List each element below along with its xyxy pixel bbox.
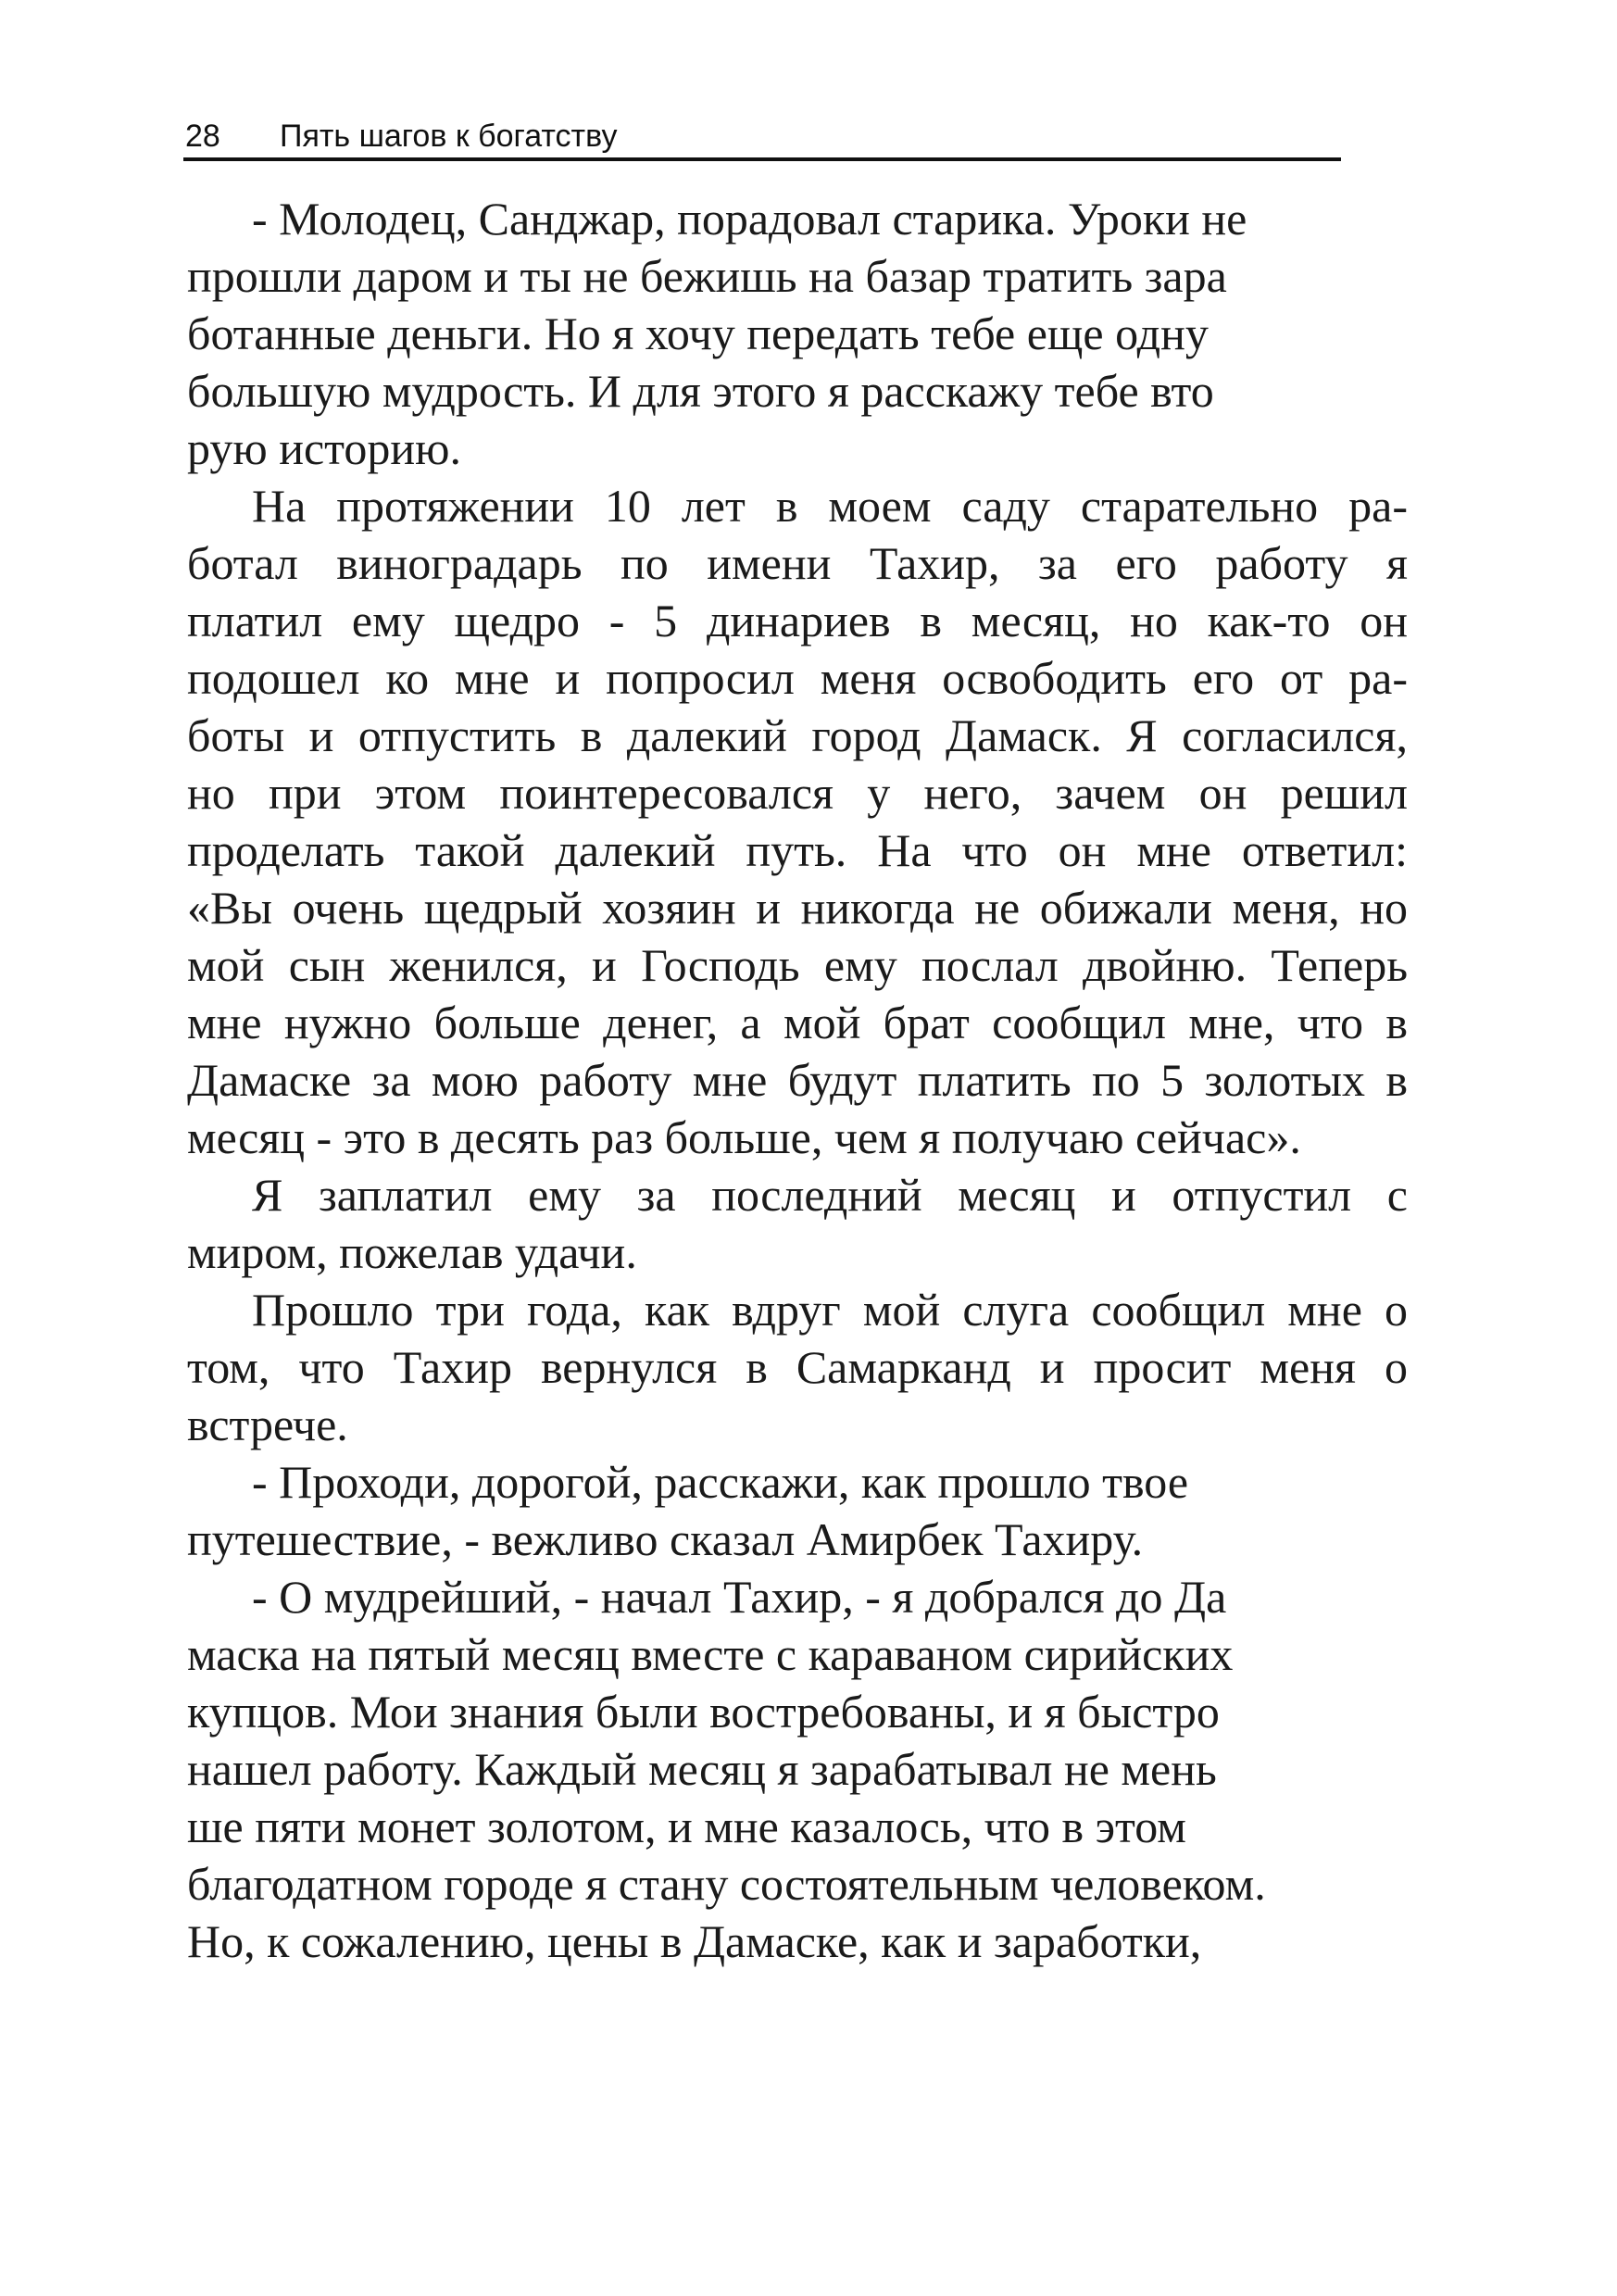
text-line: мой сын женился, и Господь ему послал двойню. Теперь xyxy=(187,939,1408,991)
text-line: ше пяти монет золотом, и мне казалось, что в этом xyxy=(187,1800,1186,1852)
text-line: подошел ко мне и попросил меня освободить его от ра- xyxy=(187,652,1408,704)
text-line: но при этом поинтересовался у него, зачем он решил xyxy=(187,767,1408,819)
body-text xyxy=(187,190,1408,1970)
text-line: ботал виноградарь по имени Тахир, за его работу я xyxy=(187,537,1408,589)
text-line: ботанные деньги. Но я хочу передать тебе еще одну xyxy=(187,307,1209,359)
text-line: встрече. xyxy=(187,1399,348,1450)
text-line: проделать такой далекий путь. На что он мне ответил: xyxy=(187,824,1408,876)
running-header xyxy=(183,117,1341,161)
text-line: Но, к сожалению, цены в Дамаске, как и заработки, xyxy=(187,1915,1202,1967)
text-line: «Вы очень щедрый хозяин и никогда не обижали меня, но xyxy=(187,882,1408,934)
page-number: 28 xyxy=(185,119,220,154)
text-line: благодатном городе я стану состоятельным человеком. xyxy=(187,1858,1266,1910)
text-line: месяц - это в десять раз больше, чем я получаю сейчас». xyxy=(187,1111,1301,1163)
text-line: купцов. Мои знания были востребованы, и я быстро xyxy=(187,1686,1220,1738)
text-line: прошли даром и ты не бежишь на базар тратить зара xyxy=(187,250,1227,302)
text-line: рую историю. xyxy=(187,422,461,474)
text-line: путешествие, - вежливо сказал Амирбек Тахиру. xyxy=(187,1513,1144,1565)
text-line: - Проходи, дорогой, расскажи, как прошло твое xyxy=(252,1456,1189,1508)
text-line: том, что Тахир вернулся в Самарканд и просит меня о xyxy=(187,1341,1408,1393)
text-line: большую мудрость. И для этого я расскажу тебе вто xyxy=(187,365,1214,417)
text-line: На протяжении 10 лет в моем саду старательно ра- xyxy=(252,480,1408,532)
text-line: миром, пожелав удачи. xyxy=(187,1226,637,1278)
book-title: Пять шагов к богатству xyxy=(280,119,618,154)
text-line: платил ему щедро - 5 динариев в месяц, но как-то он xyxy=(187,595,1408,646)
text-line: Дамаске за мою работу мне будут платить по 5 золотых в xyxy=(187,1054,1408,1106)
text-line: мне нужно больше денег, а мой брат сообщил мне, что в xyxy=(187,997,1408,1048)
text-line: маска на пятый месяц вместе с караваном сирийских xyxy=(187,1628,1234,1680)
text-line: - Молодец, Санджар, порадовал старика. Уроки не xyxy=(252,193,1247,245)
text-line: - О мудрейший, - начал Тахир, - я добрался до Да xyxy=(252,1571,1227,1623)
text-line: Я заплатил ему за последний месяц и отпустил с xyxy=(252,1169,1408,1221)
text-line: нашел работу. Каждый месяц я зарабатывал не мень xyxy=(187,1743,1217,1795)
text-line: Прошло три года, как вдруг мой слуга сообщил мне о xyxy=(252,1284,1408,1336)
text-line: боты и отпустить в далекий город Дамаск. Я согласился, xyxy=(187,709,1408,761)
